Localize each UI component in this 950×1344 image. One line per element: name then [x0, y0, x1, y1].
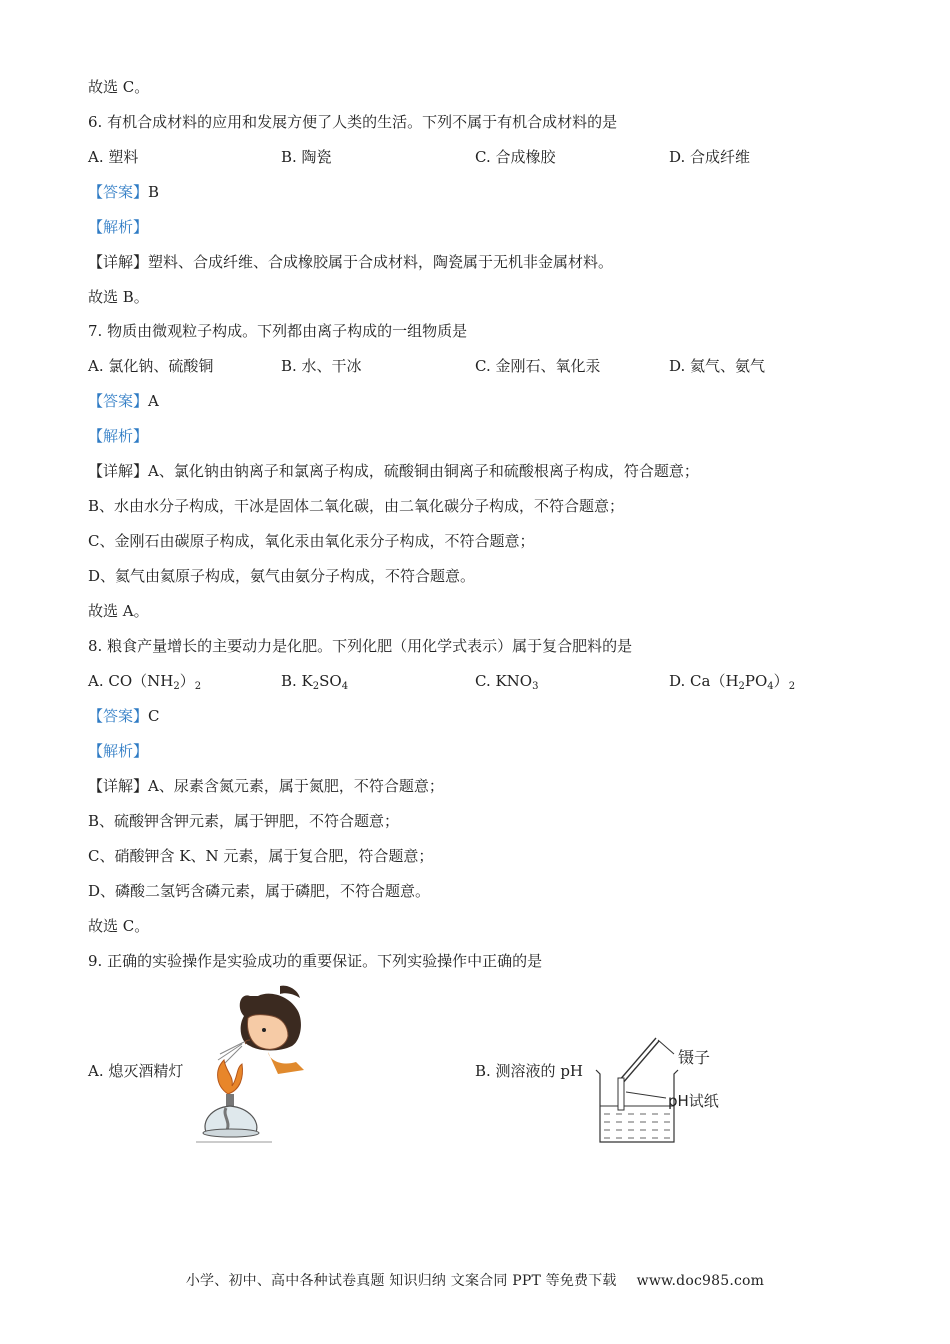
- page-footer: [0, 1270, 950, 1290]
- q8-detail-b: B、硫酸钾含钾元素，属于钾肥，不符合题意；: [88, 812, 400, 830]
- detail-tag: 【详解】: [88, 777, 149, 795]
- answer-value: A: [148, 392, 159, 410]
- conclusion-q5: 故选 C。: [88, 78, 150, 96]
- question-6: 6. 有机合成材料的应用和发展方便了人类的生活。下列不属于有机合成材料的是: [88, 113, 618, 131]
- detail-tag: 【详解】: [88, 462, 149, 480]
- answer-value: B: [148, 183, 160, 201]
- footer-text: 小学、初中、高中各种试卷真题 知识归纳 文案合同 PPT 等免费下载: [185, 1273, 617, 1289]
- q7-detail-b: B、水由水分子构成，干冰是固体二氧化碳，由二氧化碳分子构成，不符合题意；: [88, 497, 625, 515]
- q6-option-d: D. 合成纤维: [669, 148, 751, 166]
- q7-option-b: B. 水、干冰: [281, 357, 362, 375]
- q6-analysis-tag: 【解析】: [88, 218, 149, 236]
- q6-option-c: C. 合成橡胶: [475, 148, 556, 166]
- answer-tag: 【答案】: [88, 392, 149, 410]
- detail-text: A、尿素含氮元素，属于氮肥，不符合题意；: [148, 777, 444, 795]
- q7-detail-d: D、氦气由氦原子构成，氨气由氨分子构成，不符合题意。: [88, 567, 476, 585]
- answer-tag: 【答案】: [88, 707, 149, 725]
- q8-option-d: D. $Ca(H_2PO_4)_2$: [669, 672, 796, 692]
- blowing-out-alcohol-lamp-illustration: [188, 982, 310, 1148]
- footer-website-link[interactable]: www.doc985.com: [636, 1273, 765, 1289]
- question-9: 9. 正确的实验操作是实验成功的重要保证。下列实验操作中正确的是: [88, 952, 543, 970]
- ph-test-illustration: [588, 1032, 728, 1148]
- q8-option-a: A. $CO(NH_2)_2$: [88, 672, 202, 692]
- q7-conclusion: 故选 A。: [88, 602, 149, 620]
- detail-tag: 【详解】: [88, 253, 149, 271]
- answer-value: C: [148, 707, 160, 725]
- liquid-dashes: [604, 1114, 670, 1138]
- q6-option-a: A. 塑料: [88, 148, 139, 166]
- q6-option-b: B. 陶瓷: [281, 148, 332, 166]
- q7-detail-c: C、金刚石由碳原子构成，氧化汞由氧化汞分子构成，不符合题意；: [88, 532, 535, 550]
- tweezers-label: 镊子: [678, 1048, 711, 1067]
- q8-conclusion: 故选 C。: [88, 917, 150, 935]
- q8-option-b: B. $K_2SO_4$: [281, 672, 349, 692]
- question-7: 7. 物质由微观粒子构成。下列都由离子构成的一组物质是: [88, 322, 468, 340]
- q8-detail-a: [88, 776, 444, 796]
- question-8: 8. 粮食产量增长的主要动力是化肥。下列化肥（用化学式表示）属于复合肥料的是: [88, 637, 633, 655]
- q8-analysis-tag: 【解析】: [88, 742, 149, 760]
- detail-text: 塑料、合成纤维、合成橡胶属于合成材料，陶瓷属于无机非金属材料。: [148, 253, 614, 271]
- q8-detail-c: C、硝酸钾含 K、N 元素，属于复合肥，符合题意；: [88, 847, 434, 865]
- q7-detail-a: [88, 461, 699, 481]
- q8-answer: [88, 706, 160, 726]
- q7-option-a: A. 氯化钠、硫酸铜: [88, 357, 214, 375]
- q8-option-c: C. $KNO_3$: [475, 672, 539, 692]
- q7-analysis-tag: 【解析】: [88, 427, 149, 445]
- q6-detail: [88, 252, 613, 272]
- q6-conclusion: 故选 B。: [88, 288, 149, 306]
- ph-paper-label: pH试纸: [668, 1092, 719, 1110]
- answer-tag: 【答案】: [88, 183, 149, 201]
- q8-detail-d: D、磷酸二氢钙含磷元素，属于磷肥，不符合题意。: [88, 882, 431, 900]
- q7-answer: [88, 391, 159, 411]
- q9-option-a: A. 熄灭酒精灯: [88, 1062, 184, 1080]
- q9-option-b: B. 测溶液的 pH: [475, 1062, 584, 1080]
- q6-answer: [88, 182, 159, 202]
- q7-option-d: D. 氦气、氨气: [669, 357, 766, 375]
- detail-text: A、氯化钠由钠离子和氯离子构成，硫酸铜由铜离子和硫酸根离子构成，符合题意；: [148, 462, 699, 480]
- q7-option-c: C. 金刚石、氧化汞: [475, 357, 601, 375]
